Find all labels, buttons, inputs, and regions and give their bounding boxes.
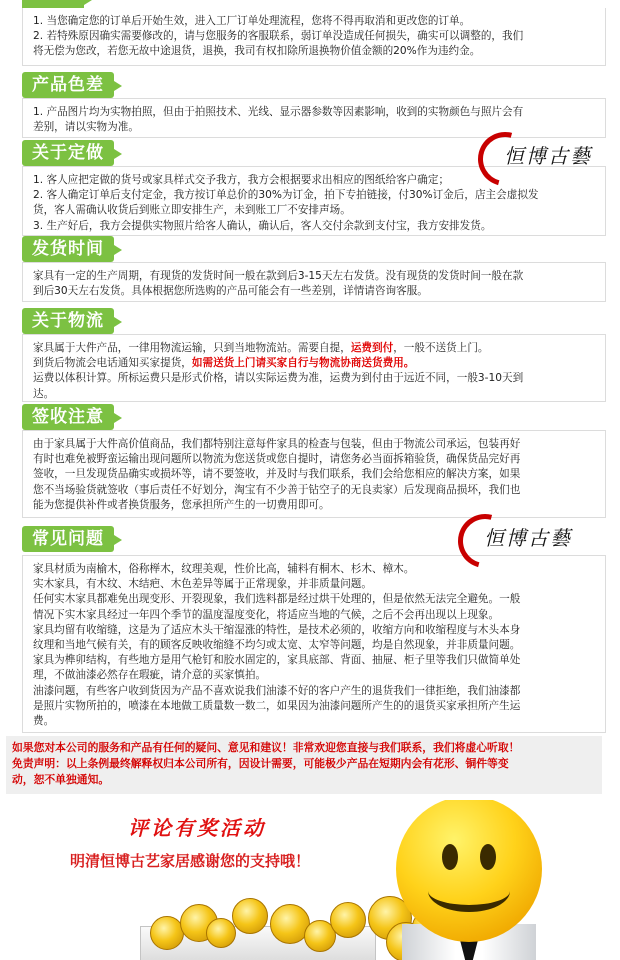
section-tag-logistics: 关于物流	[22, 308, 114, 334]
notice-line-3: 动，恕不单独通知。	[12, 773, 110, 786]
faq-line-5: 家具均留有收缩缝，这是为了适应木头干缩湿涨的特性，是技术必须的，收缩方向和收缩程度与木头本身	[33, 623, 521, 636]
custom-line-1: 1. 客人应把定做的货号或家具样式交予我方，我方会根据要求出相应的图纸给客户确定；	[33, 174, 450, 186]
coin-icon	[206, 918, 236, 948]
receipt-line-3: 签收，一旦发现货品确实或损坏等，请不要签收，并及时与我们联系，我们会给您相应的解决方案，如果	[33, 468, 521, 481]
logistics-line-2	[33, 356, 595, 371]
logistics-line-3: 运费以体积计算。所标运费只是形式价格，请以实际运费为准，运费为到付由于远近不同，一般3-10天到	[33, 372, 524, 385]
logistics-line-2-text: 到货后物流会电话通知买家提货，	[33, 357, 192, 370]
faq-line-3: 任何实木家具都难免出现变形、开裂现象，我们选料都是经过烘干处理的，但是依然无法完全避免。一般	[33, 593, 521, 606]
order-line-2: 2. 若特殊原因确实需要修改的，请与您服务的客服联系，弱订单没造成任何损失，确实可以调整的，我们	[33, 30, 524, 43]
smiley-left-eye	[442, 844, 458, 870]
custom-line-3: 货，客人需确认收货后到账立即安排生产，未到账工厂不安排声场。	[33, 204, 351, 217]
smiley-right-eye	[480, 844, 496, 870]
faq-line-1: 家具材质为南榆木，俗称榉木，纹理美观，性价比高，辅料有桐木、杉木、樟木。	[33, 563, 415, 575]
receipt-line-2: 有时也难免被野蛮运输出现问题所以物流为您送货或您自提时，请您务必当面拆箱验货，确保货品完好再	[33, 453, 521, 466]
notice-line-1: 如果您对本公司的服务和产品有任何的疑问、意见和建议！非常欢迎您直接与我们联系，我们将虚心听取！	[12, 741, 520, 754]
section-tag-color: 产品色差	[22, 72, 114, 98]
faq-line-10: 是照片实物所拍的，喷漆在本地做工质量数一数二，如果因为油漆问题所产生的的退货买家承担所产生运	[33, 699, 521, 712]
logistics-line-1-tail: ，一般不送货上门。	[393, 342, 489, 354]
faq-line-8: 理，不做油漆必然存在瑕疵，请介意的买家慎拍。	[33, 669, 267, 682]
receipt-line-4: 您不当场验货就签收（事后责任不好划分，淘宝有不少善于钻空子的无良卖家）后发现商品损坏，我们也	[33, 483, 521, 496]
color-box	[22, 98, 606, 138]
order-line-1: 1. 当您确定您的订单后开始生效，进入工厂订单处理流程，您将不得再取消和更改您的订单。	[33, 15, 471, 27]
custom-line-2: 2. 客人确定订单后支付定金，我方按订单总价的30%为订金，拍下专拍链接，付30%订金后，店主会虚拟发	[33, 189, 539, 202]
faq-line-7: 家具为榫卯结构，有些地方是用气枪钉和胶水固定的，家具底部、背面、抽屉、柜子里等我们只做简单处	[33, 654, 521, 667]
faq-line-4: 情况下实木家具经过一年四个季节的温度湿度变化，将适应当地的气候，之后不会再出现以上现象。	[33, 608, 500, 621]
shipping-box	[22, 262, 606, 302]
custom-line-4: 3. 生产好后，我方会提供实物照片给客人确认，确认后，客人交付余款到支付宝，我方安排发货。	[33, 219, 492, 232]
faq-line-2: 实木家具，有木纹、木结疤、木色差异等属于正常现象，并非质量问题。	[33, 578, 372, 591]
logistics-freight-collect: 运费到付	[350, 342, 394, 354]
order-box	[22, 8, 606, 66]
logistics-line-4: 达。	[33, 387, 55, 400]
color-line-2: 差别，请以实物为准。	[33, 121, 139, 134]
faq-line-6: 纹理和当地气候有关，有的顾客反映收缩缝不均匀或太宽、太窄等问题，均是自然现象，并非质量问题。	[33, 639, 521, 652]
smiley-mouth	[428, 870, 510, 912]
order-line-3: 将无偿为您改，若您无故中途退货，退换，我司有权扣除所退换物价值金额的20%作为违约金。	[33, 45, 481, 58]
shipping-line-2: 到后30天左右发货。具体根据您所选购的产品可能会有一些差别，详情请咨询客服。	[33, 285, 428, 298]
section-tag-shipping: 发货时间	[22, 236, 114, 262]
receipt-line-5: 能为您提供补件或者换货服务，您承担所产生的一切费用即可。	[33, 498, 330, 511]
custom-box	[22, 166, 606, 236]
faq-box	[22, 555, 606, 733]
seal-text-2: 恒博古藝	[484, 526, 572, 550]
section-tag-custom: 关于定做	[22, 140, 114, 166]
logistics-delivery-warning: 如需送货上门请买家自行与物流协商送货费用。	[191, 357, 415, 370]
coin-icon	[330, 902, 366, 938]
promo-subtitle: 明清恒博古艺家居感谢您的支持哦！	[70, 852, 311, 870]
logistics-line-1-text: 家具属于大件产品，一律用物流运输，只到当地物流站。需要自提，	[33, 342, 351, 354]
coin-icon	[232, 898, 268, 934]
logistics-line-1	[33, 341, 595, 356]
receipt-box	[22, 430, 606, 518]
section-tag-faq: 常见问题	[22, 526, 114, 552]
receipt-line-1: 由于家具属于大件高价值商品，我们都特别注意每件家具的检查与包装，但由于物流公司承运，包装再好	[33, 438, 521, 450]
smiley-face-icon	[396, 800, 542, 942]
disclaimer-notice	[6, 736, 602, 794]
coin-icon	[150, 916, 184, 950]
section-tag-receipt: 签收注意	[22, 404, 114, 430]
seal-text: 恒博古藝	[504, 144, 592, 168]
promo-banner	[0, 800, 620, 960]
faq-line-9: 油漆问题，有些客户收到货因为产品不喜欢说我们油漆不好的客户产生的退货我们一律拒绝，我们油漆都	[33, 684, 521, 697]
logistics-box	[22, 334, 606, 402]
promo-title: 评论有奖活动	[128, 816, 266, 840]
faq-line-11: 费。	[33, 715, 55, 728]
notice-line-2: 免责声明：以上条例最终解释权归本公司所有，因设计需要，可能极少产品在短期内会有花形、铜件等变	[12, 757, 509, 770]
color-line-1: 1. 产品图片均为实物拍照，但由于拍照技术、光线、显示器参数等因素影响，收到的实物颜色与照片会有	[33, 106, 524, 118]
shipping-line-1: 家具有一定的生产周期，有现货的发货时间一般在款到后3-15天左右发货。没有现货的发货时间一般在款	[33, 270, 524, 282]
